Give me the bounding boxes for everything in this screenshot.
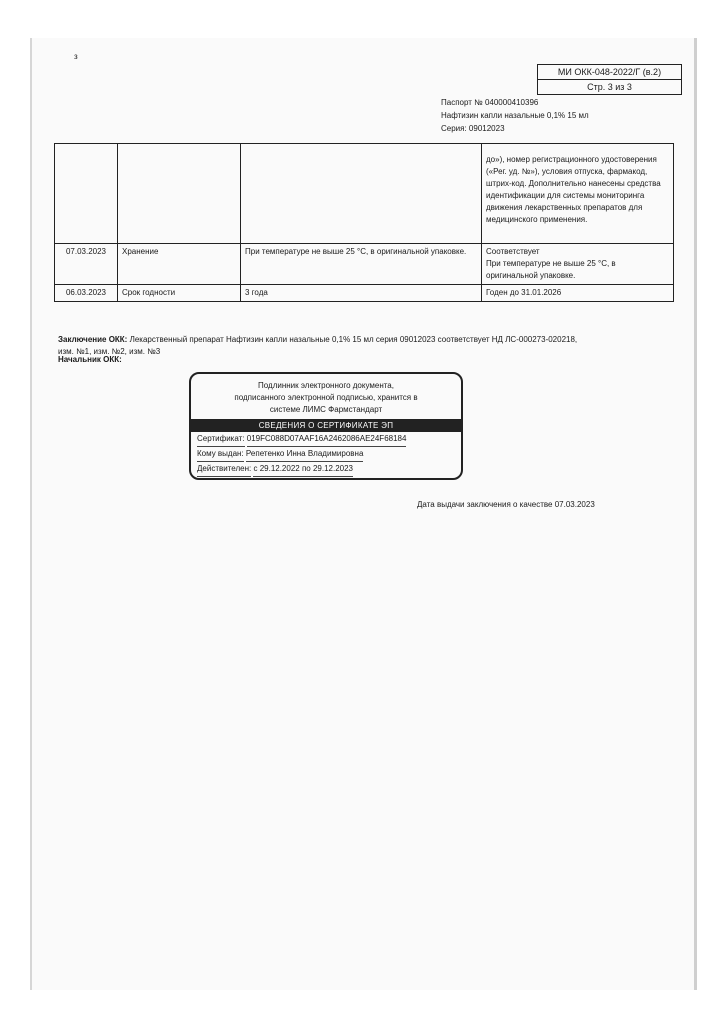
head-okk-label: Начальник ОКК:: [58, 355, 122, 364]
issued-to-label: Кому выдан:: [197, 447, 244, 462]
stamp-band: СВЕДЕНИЯ О СЕРТИФИКАТЕ ЭП: [191, 419, 461, 432]
stamp-text: [191, 374, 461, 416]
series-number: Серия: 09012023: [441, 124, 505, 133]
issued-to-value: Репетенко Инна Владимировна: [246, 447, 363, 462]
test-name-cell: Срок годности: [118, 285, 241, 302]
valid-value: с 29.12.2022 по 29.12.2023: [253, 462, 353, 477]
conclusion: [58, 334, 578, 358]
result-cell: Годен до 31.01.2026: [482, 285, 674, 302]
date-cell: 07.03.2023: [55, 244, 118, 285]
requirement-cell: 3 года: [241, 285, 482, 302]
stamp-line-3: системе ЛИМС Фармстандарт: [269, 405, 383, 414]
stamp-line-2: подписанного электронной подписью, хранится в: [234, 393, 418, 402]
result-status: Соответствует: [486, 247, 540, 256]
table-row: [55, 144, 674, 244]
test-name-cell: [118, 144, 241, 244]
certificate-line: [191, 432, 461, 447]
passport-info: [441, 96, 589, 135]
result-text: При температуре не выше 25 °С, в оригинальной упаковке.: [486, 259, 616, 280]
conclusion-label: Заключение ОКК:: [58, 335, 128, 344]
passport-number: Паспорт № 040000410396: [441, 98, 539, 107]
conclusion-text: Лекарственный препарат Нафтизин капли назальные 0,1% 15 мл серия 09012023 соответствует НД ЛС-000273-020218, изм. №1, изм. №2, изм. №3: [58, 335, 578, 356]
certificate-label: Сертификат:: [197, 432, 245, 447]
table-row: [55, 244, 674, 285]
certificate-value: 019FC088D07AAF16A2462086AE24F68184: [247, 432, 407, 447]
page-number: Стр. 3 из 3: [538, 79, 681, 94]
valid-label: Действителен:: [197, 462, 251, 477]
document-id-box: [537, 64, 682, 95]
valid-line: [191, 462, 461, 477]
date-cell: 06.03.2023: [55, 285, 118, 302]
requirement-cell: При температуре не выше 25 °С, в оригинальной упаковке.: [241, 244, 482, 285]
stamp-line-1: Подлинник электронного документа,: [258, 381, 394, 390]
result-cell: до»), номер регистрационного удостоверения («Рег. уд. №»), условия отпуска, фармакод, штрих-код. Дополнительно нанесены средства идентификации для системы мониторинга движения лекарственных препаратов для медицинского применения.: [482, 144, 674, 244]
result-cell: [482, 244, 674, 285]
date-cell: [55, 144, 118, 244]
test-name-cell: Хранение: [118, 244, 241, 285]
doc-code: МИ ОКК-048-2022/Г (в.2): [557, 67, 662, 77]
electronic-signature-stamp: [189, 372, 463, 480]
issued-to-line: [191, 447, 461, 462]
requirement-cell: [241, 144, 482, 244]
issue-date: Дата выдачи заключения о качестве 07.03.2023: [417, 500, 595, 509]
table-row: [55, 285, 674, 302]
product-name: Нафтизин капли назальные 0,1% 15 мл: [441, 111, 589, 120]
test-results-table: [54, 143, 674, 302]
corner-mark: з: [74, 52, 78, 61]
